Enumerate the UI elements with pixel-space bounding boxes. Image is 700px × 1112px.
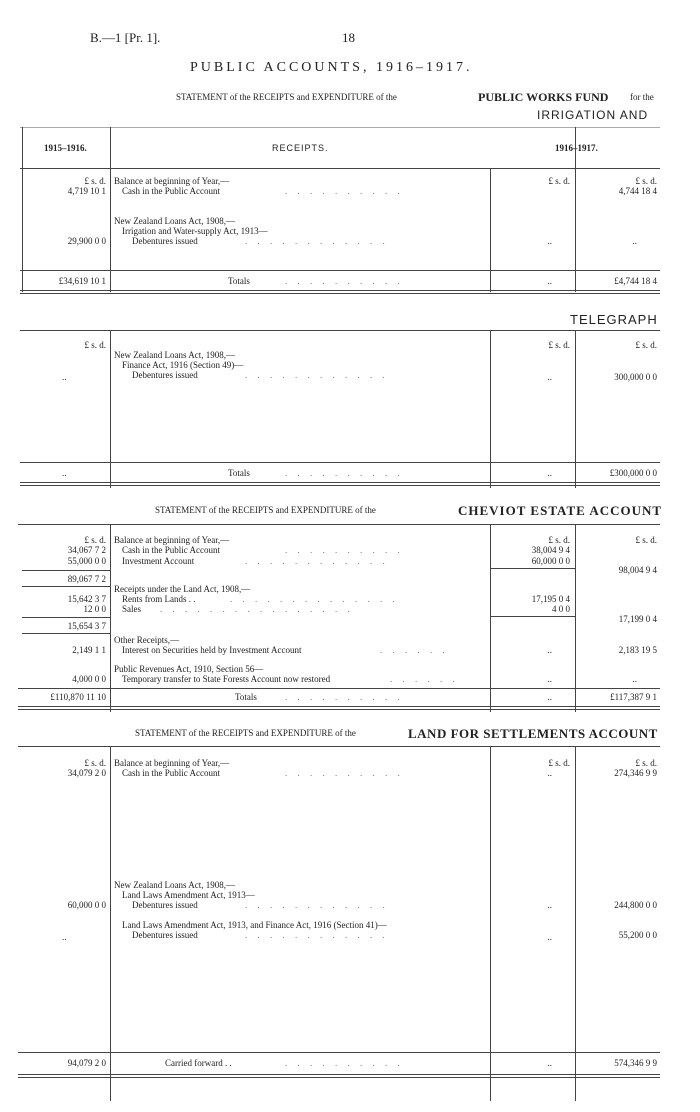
- cash-curr: 4,744 18 4: [618, 186, 657, 196]
- cheviot-total-prev: £110,870 11 10: [50, 692, 106, 702]
- settlements-cash-curr: 274,346 9 9: [614, 768, 657, 778]
- page-title: PUBLIC ACCOUNTS, 1916–1917.: [190, 60, 473, 75]
- statement-heading: STATEMENT of the RECEIPTS and EXPENDITURE of the: [176, 92, 397, 102]
- statement-heading: STATEMENT of the RECEIPTS and EXPENDITURE of the: [135, 728, 356, 738]
- fund-name: PUBLIC WORKS FUND: [478, 90, 609, 104]
- cash-prev: 4,719 10 1: [67, 186, 106, 196]
- statement-heading: STATEMENT of the RECEIPTS and EXPENDITURE of the: [155, 505, 376, 515]
- totals-prev: £34,619 10 1: [58, 276, 106, 286]
- telegraph-total: £300,000 0 0: [609, 468, 657, 478]
- page-ref: B.—1 [Pr. 1].: [90, 30, 161, 45]
- totals-curr: £4,744 18 4: [614, 276, 657, 286]
- for-the: for the: [630, 92, 654, 102]
- debentures-prev: 29,900 0 0: [67, 236, 106, 246]
- telegraph-heading: TELEGRAPH: [570, 312, 658, 327]
- carried-forward-curr: 574,346 9 9: [614, 1058, 657, 1068]
- cheviot-title: CHEVIOT ESTATE ACCOUNT: [458, 503, 663, 518]
- page-number: 18: [342, 30, 355, 45]
- carried-forward-prev: 94,079 2 0: [67, 1058, 106, 1068]
- col-receipts: RECEIPTS.: [272, 143, 329, 153]
- settlements-title: LAND FOR SETTLEMENTS ACCOUNT: [408, 726, 658, 741]
- cheviot-total-curr: £117,387 9 1: [610, 692, 657, 702]
- settlements-cash-prev: 34,079 2 0: [67, 768, 106, 778]
- telegraph-debentures: 300,000 0 0: [614, 372, 657, 382]
- col-1916-1917: 1916–1917.: [555, 143, 598, 153]
- col-1915-1916: 1915–1916.: [44, 143, 87, 153]
- sub-heading: IRRIGATION AND: [537, 108, 649, 122]
